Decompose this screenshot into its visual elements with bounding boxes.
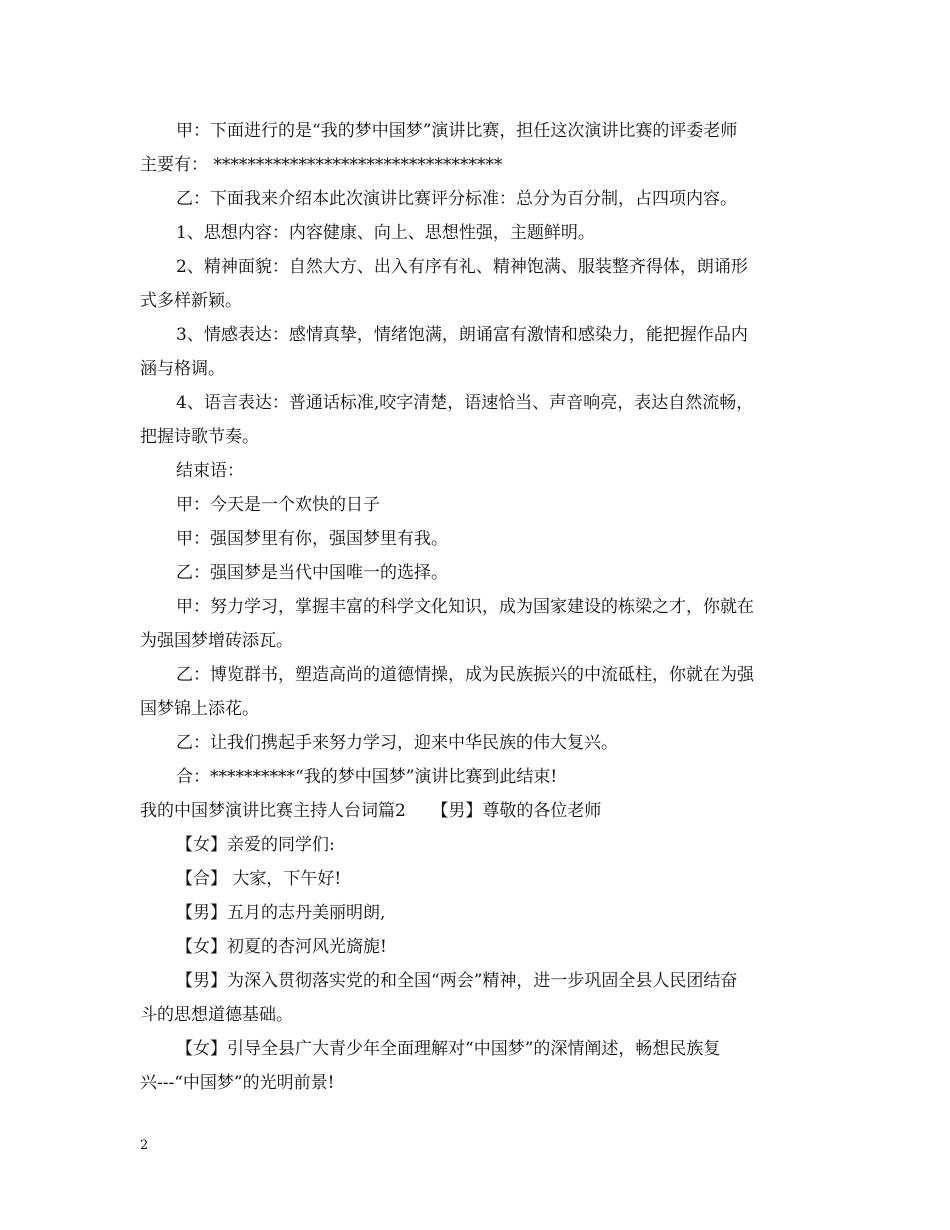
text-line: 为强国梦增砖添瓦。 <box>140 631 293 651</box>
document-body <box>140 114 812 1100</box>
text-line: 甲：今天是一个欢快的日子 <box>176 495 380 515</box>
text-line: 1、思想内容：内容健康、向上、思想性强，主题鲜明。 <box>176 223 595 243</box>
text-line: 【女】初夏的杏河风光旖旎! <box>176 937 387 957</box>
text-line: 乙：下面我来介绍本此次演讲比赛评分标准：总分为百分制，占四项内容。 <box>176 189 737 209</box>
text-line: 斗的思想道德基础。 <box>140 1005 293 1025</box>
text-line: 乙：强国梦是当代中国唯一的选择。 <box>176 563 448 583</box>
text-line: 涵与格调。 <box>140 359 225 379</box>
text-line: 【男】五月的志丹美丽明朗, <box>176 903 386 923</box>
text-line: 2、精神面貌：自然大方、出入有序有礼、精神饱满、服装整齐得体，朗诵形 <box>176 257 748 277</box>
text-line: 国梦锦上添花。 <box>140 699 259 719</box>
text-line: 甲：努力学习，掌握丰富的科学文化知识，成为国家建设的栋梁之才，你就在 <box>176 597 754 617</box>
text-line: 合：**********“我的梦中国梦”演讲比赛到此结束! <box>176 767 558 787</box>
text-line: 【女】引导全县广大青少年全面理解对“中国梦”的深情阐述，畅想民族复 <box>176 1039 721 1059</box>
text-line: 【女】亲爱的同学们: <box>176 835 335 855</box>
text-line: 4、语言表达：普通话标准,咬字清楚，语速恰当、声音响亮，表达自然流畅， <box>176 393 754 413</box>
text-line: 结束语： <box>176 461 244 481</box>
text-line: 把握诗歌节奏。 <box>140 427 259 447</box>
text-line: 主要有： ********************************** <box>140 155 503 175</box>
text-line: 甲：下面进行的是“我的梦中国梦”演讲比赛，担任这次演讲比赛的评委老师 <box>176 121 738 141</box>
text-line: 我的中国梦演讲比赛主持人台词篇2 【男】尊敬的各位老师 <box>140 801 602 821</box>
text-line: 兴---“中国梦”的光明前景! <box>140 1073 335 1093</box>
text-line: 乙：让我们携起手来努力学习，迎来中华民族的伟大复兴。 <box>176 733 618 753</box>
text-line: 乙：博览群书，塑造高尚的道德情操，成为民族振兴的中流砥柱，你就在为强 <box>176 665 754 685</box>
text-line: 3、情感表达：感情真挚，情绪饱满，朗诵富有激情和感染力，能把握作品内 <box>176 325 748 345</box>
text-line: 【男】为深入贯彻落实党的和全国“两会”精神，进一步巩固全县人民团结奋 <box>176 971 738 991</box>
text-line: 甲：强国梦里有你，强国梦里有我。 <box>176 529 448 549</box>
page-number: 2 <box>140 1138 149 1153</box>
text-line: 式多样新颖。 <box>140 291 242 311</box>
text-line: 【合】 大家，下午好! <box>176 869 342 889</box>
